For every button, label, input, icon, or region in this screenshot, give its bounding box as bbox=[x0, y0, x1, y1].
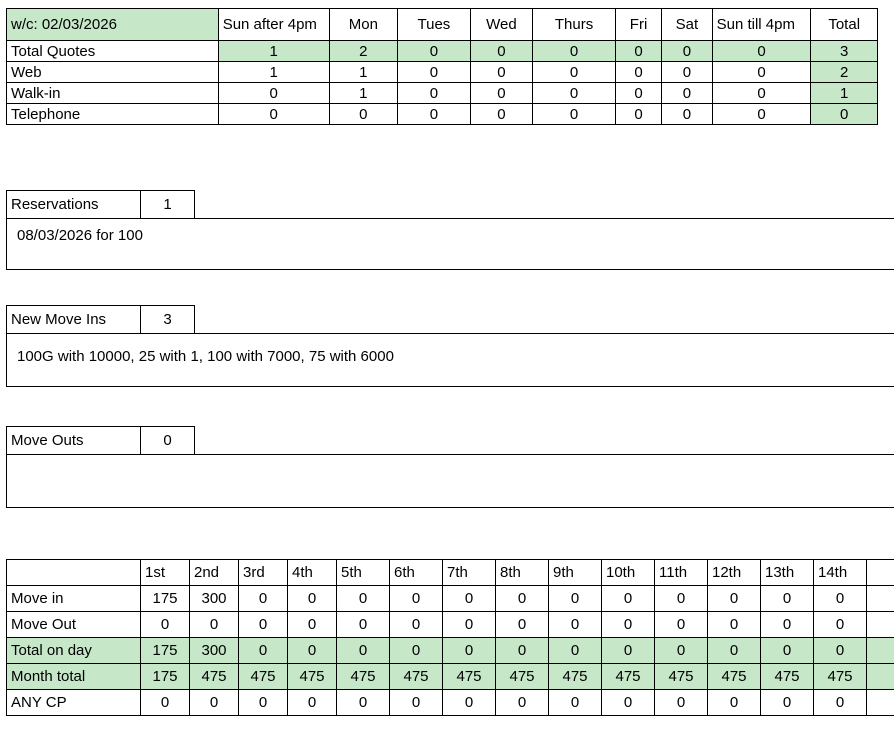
col-total: Total bbox=[811, 9, 878, 41]
table-row bbox=[7, 690, 894, 716]
cell: 0 bbox=[655, 612, 708, 638]
cell: 0 bbox=[496, 638, 549, 664]
cell: 0 bbox=[814, 690, 867, 716]
cell: 0 bbox=[814, 612, 867, 638]
cell: 0 bbox=[533, 41, 616, 62]
cell: 0 bbox=[549, 612, 602, 638]
total-cell: 0 bbox=[811, 104, 878, 125]
col-sun-till-4pm: Sun till 4pm bbox=[712, 9, 811, 41]
cell: 0 bbox=[239, 690, 288, 716]
col-thurs: Thurs bbox=[533, 9, 616, 41]
cell: 0 bbox=[390, 690, 443, 716]
reservations-section bbox=[6, 190, 894, 270]
row-label: Month total bbox=[7, 664, 141, 690]
overflow-cell bbox=[867, 690, 894, 716]
week-commencing-label: w/c: 02/03/2026 bbox=[7, 9, 219, 41]
overflow-cell bbox=[867, 664, 894, 690]
cell: 0 bbox=[496, 612, 549, 638]
table-row bbox=[7, 586, 894, 612]
cell: 0 bbox=[655, 690, 708, 716]
row-label: Walk-in bbox=[7, 83, 219, 104]
cell: 475 bbox=[190, 664, 239, 690]
cell: 0 bbox=[761, 586, 814, 612]
cell: 0 bbox=[329, 104, 398, 125]
cell: 0 bbox=[615, 62, 661, 83]
weekly-quotes-table bbox=[6, 8, 878, 125]
table-row bbox=[7, 83, 878, 104]
cell: 175 bbox=[141, 586, 190, 612]
cell: 0 bbox=[655, 586, 708, 612]
cell: 475 bbox=[496, 664, 549, 690]
cell: 0 bbox=[398, 104, 471, 125]
move-ins-section bbox=[6, 305, 894, 387]
cell: 175 bbox=[141, 638, 190, 664]
cell: 0 bbox=[470, 104, 533, 125]
cell: 0 bbox=[470, 83, 533, 104]
day-header: 6th bbox=[390, 560, 443, 586]
cell: 0 bbox=[662, 41, 712, 62]
move-ins-count: 3 bbox=[141, 306, 195, 334]
day-header: 4th bbox=[288, 560, 337, 586]
cell: 0 bbox=[337, 612, 390, 638]
move-outs-count: 0 bbox=[141, 427, 195, 455]
cell: 0 bbox=[470, 62, 533, 83]
table-row bbox=[7, 638, 894, 664]
cell: 0 bbox=[288, 638, 337, 664]
table-row bbox=[7, 664, 894, 690]
day-header: 5th bbox=[337, 560, 390, 586]
day-header: 9th bbox=[549, 560, 602, 586]
cell: 0 bbox=[239, 612, 288, 638]
day-header: 11th bbox=[655, 560, 708, 586]
cell: 0 bbox=[712, 104, 811, 125]
cell: 0 bbox=[218, 104, 329, 125]
cell: 1 bbox=[218, 41, 329, 62]
overflow-cell bbox=[867, 560, 894, 586]
col-tues: Tues bbox=[398, 9, 471, 41]
col-mon: Mon bbox=[329, 9, 398, 41]
cell: 0 bbox=[662, 62, 712, 83]
table-row bbox=[7, 41, 878, 62]
cell: 0 bbox=[390, 586, 443, 612]
row-label: Total on day bbox=[7, 638, 141, 664]
cell: 0 bbox=[712, 41, 811, 62]
row-label: Total Quotes bbox=[7, 41, 219, 62]
cell: 0 bbox=[443, 638, 496, 664]
row-label: Telephone bbox=[7, 104, 219, 125]
cell: 0 bbox=[533, 62, 616, 83]
cell: 0 bbox=[337, 586, 390, 612]
cell: 0 bbox=[662, 83, 712, 104]
cell: 0 bbox=[443, 612, 496, 638]
cell: 0 bbox=[602, 638, 655, 664]
cell: 300 bbox=[190, 586, 239, 612]
monthly-move-table bbox=[6, 559, 894, 716]
cell: 300 bbox=[190, 638, 239, 664]
reservations-count: 1 bbox=[141, 191, 195, 219]
cell: 0 bbox=[662, 104, 712, 125]
col-wed: Wed bbox=[470, 9, 533, 41]
cell: 0 bbox=[337, 638, 390, 664]
row-label: ANY CP bbox=[7, 690, 141, 716]
cell: 0 bbox=[708, 612, 761, 638]
cell: 0 bbox=[814, 638, 867, 664]
cell: 0 bbox=[190, 612, 239, 638]
day-header: 2nd bbox=[190, 560, 239, 586]
overflow-cell bbox=[867, 612, 894, 638]
reservations-notes: 08/03/2026 for 100 bbox=[6, 218, 894, 270]
cell: 1 bbox=[329, 62, 398, 83]
cell: 0 bbox=[390, 638, 443, 664]
cell: 0 bbox=[712, 83, 811, 104]
cell: 0 bbox=[239, 586, 288, 612]
row-label: Move in bbox=[7, 586, 141, 612]
reservations-header-row bbox=[7, 191, 195, 219]
day-header: 13th bbox=[761, 560, 814, 586]
table-row bbox=[7, 612, 894, 638]
cell: 0 bbox=[615, 83, 661, 104]
move-outs-notes bbox=[6, 454, 894, 508]
table-row bbox=[7, 104, 878, 125]
cell: 0 bbox=[814, 586, 867, 612]
cell: 0 bbox=[443, 586, 496, 612]
cell: 1 bbox=[218, 62, 329, 83]
row-label: Move Out bbox=[7, 612, 141, 638]
cell: 0 bbox=[141, 690, 190, 716]
cell: 0 bbox=[218, 83, 329, 104]
reservations-label: Reservations bbox=[7, 191, 141, 219]
day-header: 1st bbox=[141, 560, 190, 586]
cell: 475 bbox=[443, 664, 496, 690]
cell: 0 bbox=[708, 586, 761, 612]
cell: 0 bbox=[761, 612, 814, 638]
total-cell: 1 bbox=[811, 83, 878, 104]
cell: 475 bbox=[239, 664, 288, 690]
cell: 0 bbox=[549, 586, 602, 612]
cell: 0 bbox=[288, 690, 337, 716]
move-outs-section bbox=[6, 426, 894, 508]
move-outs-header bbox=[6, 426, 195, 454]
cell: 175 bbox=[141, 664, 190, 690]
weekly-header-row bbox=[7, 9, 878, 41]
cell: 0 bbox=[390, 612, 443, 638]
move-ins-header-row bbox=[7, 306, 195, 334]
total-cell: 2 bbox=[811, 62, 878, 83]
monthly-corner-cell bbox=[7, 560, 141, 586]
cell: 0 bbox=[708, 638, 761, 664]
cell: 0 bbox=[496, 586, 549, 612]
row-label: Web bbox=[7, 62, 219, 83]
cell: 475 bbox=[708, 664, 761, 690]
day-header: 8th bbox=[496, 560, 549, 586]
cell: 1 bbox=[329, 83, 398, 104]
total-cell: 3 bbox=[811, 41, 878, 62]
cell: 0 bbox=[443, 690, 496, 716]
cell: 475 bbox=[390, 664, 443, 690]
move-ins-header bbox=[6, 305, 195, 333]
cell: 475 bbox=[814, 664, 867, 690]
cell: 0 bbox=[470, 41, 533, 62]
cell: 475 bbox=[549, 664, 602, 690]
cell: 0 bbox=[190, 690, 239, 716]
cell: 0 bbox=[398, 83, 471, 104]
col-fri: Fri bbox=[615, 9, 661, 41]
cell: 475 bbox=[337, 664, 390, 690]
cell: 0 bbox=[708, 690, 761, 716]
day-header: 14th bbox=[814, 560, 867, 586]
day-header: 3rd bbox=[239, 560, 288, 586]
day-header: 12th bbox=[708, 560, 761, 586]
cell: 0 bbox=[549, 638, 602, 664]
cell: 0 bbox=[398, 41, 471, 62]
cell: 475 bbox=[288, 664, 337, 690]
cell: 0 bbox=[602, 612, 655, 638]
cell: 0 bbox=[533, 83, 616, 104]
cell: 0 bbox=[496, 690, 549, 716]
day-header: 7th bbox=[443, 560, 496, 586]
move-ins-label: New Move Ins bbox=[7, 306, 141, 334]
cell: 0 bbox=[141, 612, 190, 638]
day-header: 10th bbox=[602, 560, 655, 586]
cell: 0 bbox=[761, 638, 814, 664]
reservations-header bbox=[6, 190, 195, 218]
cell: 0 bbox=[533, 104, 616, 125]
cell: 0 bbox=[602, 586, 655, 612]
cell: 0 bbox=[288, 612, 337, 638]
cell: 475 bbox=[602, 664, 655, 690]
cell: 0 bbox=[602, 690, 655, 716]
table-row bbox=[7, 62, 878, 83]
cell: 0 bbox=[655, 638, 708, 664]
col-sun-after-4pm: Sun after 4pm bbox=[218, 9, 329, 41]
cell: 475 bbox=[655, 664, 708, 690]
cell: 0 bbox=[615, 104, 661, 125]
cell: 0 bbox=[239, 638, 288, 664]
cell: 0 bbox=[549, 690, 602, 716]
overflow-cell bbox=[867, 586, 894, 612]
monthly-header-row bbox=[7, 560, 894, 586]
cell: 0 bbox=[712, 62, 811, 83]
cell: 0 bbox=[398, 62, 471, 83]
move-ins-notes: 100G with 10000, 25 with 1, 100 with 7000, 75 with 6000 bbox=[6, 333, 894, 387]
move-outs-header-row bbox=[7, 427, 195, 455]
cell: 475 bbox=[761, 664, 814, 690]
cell: 0 bbox=[337, 690, 390, 716]
move-outs-label: Move Outs bbox=[7, 427, 141, 455]
col-sat: Sat bbox=[662, 9, 712, 41]
cell: 0 bbox=[761, 690, 814, 716]
overflow-cell bbox=[867, 638, 894, 664]
cell: 2 bbox=[329, 41, 398, 62]
cell: 0 bbox=[288, 586, 337, 612]
cell: 0 bbox=[615, 41, 661, 62]
